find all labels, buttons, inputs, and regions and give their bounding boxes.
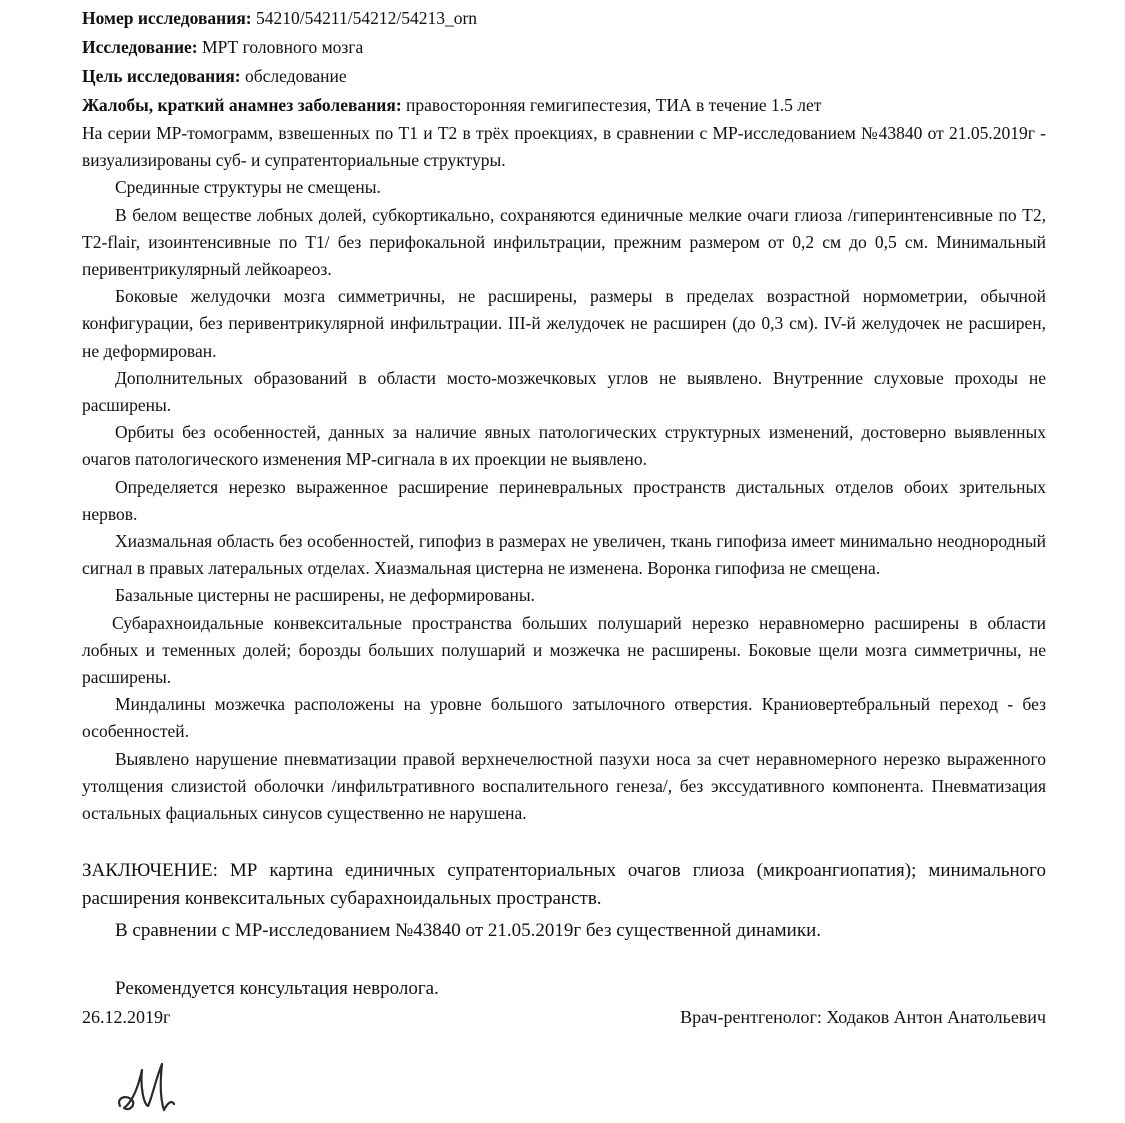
findings-paragraph: Орбиты без особенностей, данных за наличие явных патологических структурных изменений, достоверно выявленных очагов патологического изменения МР-сигнала в их проекции не выявлено. bbox=[82, 422, 1046, 470]
report-page bbox=[82, 4, 1046, 1031]
intro-paragraph: На серии МР-томограмм, взвешенных по Т1 и Т2 в трёх проекциях, в сравнении с МР-исследованием №43840 от 21.05.2019г - визуализированы суб- и супратенториальные структуры. bbox=[82, 123, 1046, 171]
complaints-value: правосторонняя гемигипестезия, ТИА в течение 1.5 лет bbox=[406, 95, 822, 115]
study-purpose-label: Цель исследования: bbox=[82, 66, 241, 86]
findings-paragraph: Боковые желудочки мозга симметричны, не расширены, размеры в пределах возрастной нормометрии, обычной конфигурации, без перивентрикулярной инфильтрации. III-й желудочек не расширен (до 0,3 см). IV-й желудочек не расширен, не деформирован. bbox=[82, 286, 1046, 361]
findings-paragraph: Определяется нерезко выраженное расширение периневральных пространств дистальных отделов обоих зрительных нервов. bbox=[82, 476, 1046, 524]
handwritten-signature bbox=[112, 1058, 182, 1118]
findings-paragraph: Выявлено нарушение пневматизации правой верхнечелюстной пазухи носа за счет неравномерного нерезко выраженного утолщения слизистой оболочки /инфильтративного воспалительного генеза/, без экссудативного компонента. Пневматизация остальных фациальных синусов существенно не нарушена. bbox=[82, 748, 1046, 824]
findings-paragraph: Хиазмальная область без особенностей, гипофиз в размерах не увеличен, ткань гипофиза имеет минимально неоднородный сигнал в правых латеральных отделах. Хиазмальная цистерна не изменена. Воронка гипофиза не смещена. bbox=[82, 531, 1046, 579]
findings-paragraph: Базальные цистерны не расширены, не деформированы. bbox=[115, 585, 536, 606]
findings-paragraph: Миндалины мозжечка расположены на уровне большого затылочного отверстия. Краниовертебральный переход - без особенностей. bbox=[82, 694, 1046, 742]
complaints-label: Жалобы, краткий анамнез заболевания: bbox=[82, 95, 402, 115]
comparison-text: В сравнении с МР-исследованием №43840 от 21.05.2019г без существенной динамики. bbox=[115, 920, 821, 942]
recommendation-text: Рекомендуется консультация невролога. bbox=[115, 978, 439, 1000]
study-purpose-value: обследование bbox=[245, 66, 347, 86]
conclusion-section bbox=[82, 857, 1046, 945]
study-type-label: Исследование: bbox=[82, 37, 198, 57]
study-number-label: Номер исследования: bbox=[82, 8, 252, 28]
findings-paragraph: Дополнительных образований в области мосто-мозжечковых углов не выявлено. Внутренние слуховые проходы не расширены. bbox=[82, 367, 1046, 416]
conclusion-text: ЗАКЛЮЧЕНИЕ: МР картина единичных супратенториальных очагов глиоза (микроангиопатия); минимального расширения конвекситальных субарахноидальных пространств. bbox=[82, 860, 1046, 910]
report-date: 26.12.2019г bbox=[82, 1007, 171, 1028]
findings-paragraph: Срединные структуры не смещены. bbox=[115, 177, 381, 198]
study-purpose-line bbox=[82, 62, 1046, 91]
doctor-signature-line: Врач-рентгенолог: Ходаков Антон Анатольевич bbox=[680, 1007, 1046, 1028]
study-number-line bbox=[82, 4, 1046, 33]
study-type-value: МРТ головного мозга bbox=[202, 37, 364, 57]
findings-paragraph: В белом веществе лобных долей, субкортикально, сохраняются единичные мелкие очаги глиоза /гиперинтенсивные по Т2, T2-flair, изоинтенсивные по Т1/ без перифокальной инфильтрации, прежним размером от 0,2 см до 0,5 см. Минимальный перивентрикулярный лейкоареоз. bbox=[82, 204, 1046, 280]
study-number-value: 54210/54211/54212/54213_orn bbox=[256, 8, 478, 28]
complaints-line bbox=[82, 91, 1046, 120]
findings-paragraph: Субарахноидальные конвекситальные пространства больших полушарий нерезко неравномерно расширены в области лобных и теменных долей; борозды больших полушарий и мозжечка не расширены. Боковые щели мозга симметричны, не расширены. bbox=[82, 612, 1046, 688]
footer-row bbox=[82, 1003, 1046, 1031]
study-type-line bbox=[82, 33, 1046, 62]
